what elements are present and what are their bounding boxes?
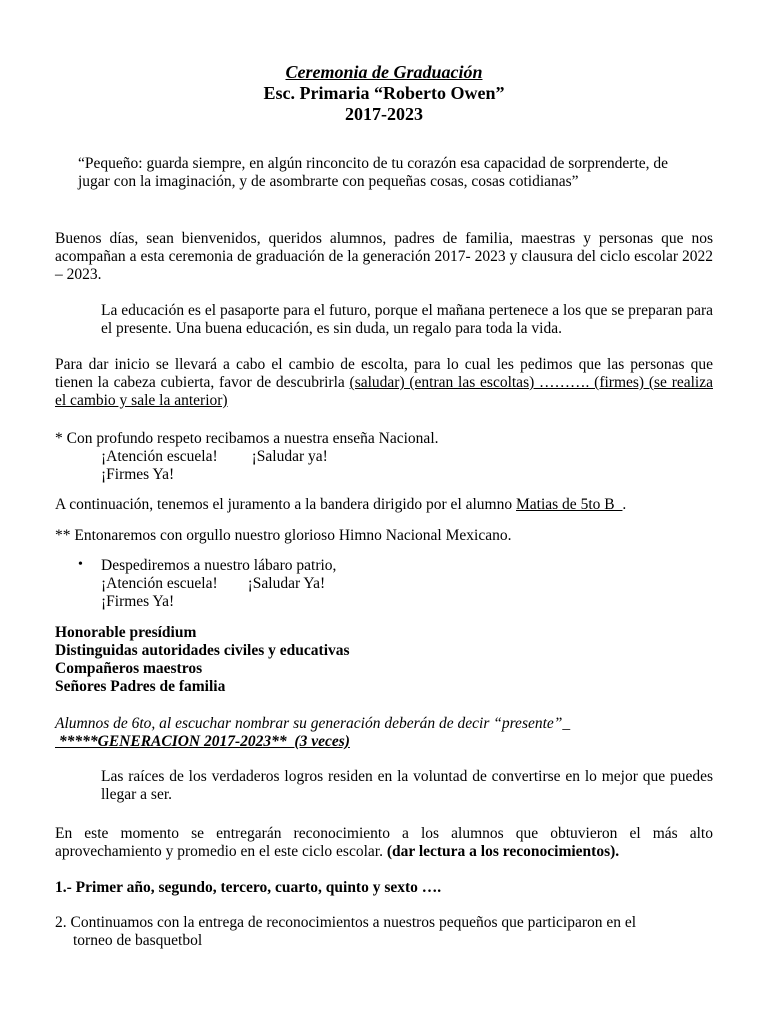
item-primer-anio: 1.- Primer año, segundo, tercero, cuarto, quinto y sexto …. (55, 879, 442, 896)
reconocimientos-paragraph (55, 825, 713, 861)
honorable-item: Distinguidas autoridades civiles y educativas (55, 642, 350, 659)
ensena-saludar: ¡Saludar ya! (251, 448, 328, 465)
juramento-text: A continuación, tenemos el juramento a la bandera dirigido por el alumno (55, 496, 516, 513)
education-paragraph: La educación es el pasaporte para el futuro, porque el mañana pertenece a los que se preparan para el presente. Una buena educación, es sin duda, un regalo para toda la vida. (101, 302, 713, 337)
ensena-line: * Con profundo respeto recibamos a nuestra enseña Nacional. (55, 430, 439, 447)
item-basquetbol-line1: 2. Continuamos con la entrega de reconocimientos a nuestros pequeños que participaron en el (55, 914, 637, 931)
opening-quote: “Pequeño: guarda siempre, en algún rinconcito de tu corazón esa capacidad de sorprenderte, de jugar con la imaginación, y de asombrarte con pequeñas cosas, cosas cotidianas” (78, 155, 669, 190)
juramento-alumno: Matias de 5to B_ (516, 496, 623, 513)
reconocimientos-instruction: (dar lectura a los reconocimientos). (386, 843, 620, 860)
generacion-line (55, 733, 713, 751)
school-years: 2017-2023 (345, 104, 423, 124)
himno-line: ** Entonaremos con orgullo nuestro glorioso Himno Nacional Mexicano. (55, 527, 512, 544)
despedida-atencion: ¡Atención escuela! (101, 575, 218, 592)
honorable-item: Compañeros maestros (55, 660, 203, 677)
honorable-item: Señores Padres de familia (55, 678, 226, 695)
welcome-paragraph: Buenos días, sean bienvenidos, queridos alumnos, padres de familia, maestras y personas que nos acompañan a esta ceremonia de graduación de la generación 2017- 2023 y clausura del ciclo escolar 2022 – 2023. (55, 230, 713, 283)
alumnos-instruction: Alumnos de 6to, al escuchar nombrar su generación deberán de decir “presente”_ (55, 715, 571, 732)
ensena-atencion: ¡Atención escuela! (101, 448, 218, 465)
escolta-text: Para dar inicio se llevará a cabo el cambio de escolta, para lo cual les pedimos que las personas que tienen la cabeza cubierta, favor de descubrirla (55, 356, 713, 391)
despedida-line: Despediremos a nuestro lábaro patrio, (101, 557, 337, 574)
bullet-icon: • (78, 557, 83, 572)
despedida-firmes: ¡Firmes Ya! (101, 593, 175, 610)
juramento-paragraph (55, 496, 713, 514)
school-name: Esc. Primaria “Roberto Owen” (263, 83, 505, 103)
escolta-instructions: (saludar) (entran las escoltas) ………. (firmes) (se realiza el cambio y sale la anterior) (55, 374, 713, 409)
raices-paragraph: Las raíces de los verdaderos logros residen en la voluntad de convertirse en lo mejor que puedes llegar a ser. (101, 768, 713, 803)
item-basquetbol-line2: torneo de basquetbol (73, 932, 203, 949)
honorable-item: Honorable presídium (55, 624, 197, 641)
ensena-firmes: ¡Firmes Ya! (101, 466, 175, 483)
juramento-end: . (622, 496, 627, 513)
despedida-commands (101, 575, 713, 593)
honorables-list (55, 624, 713, 696)
document-title: Ceremonia de Graduación (285, 62, 483, 82)
escolta-paragraph (55, 356, 713, 410)
despedida-saludar: ¡Saludar Ya! (247, 575, 326, 592)
ensena-commands (101, 448, 713, 466)
reconocimientos-text: En este momento se entregarán reconocimiento a los alumnos que obtuvieron el más alto aprovechamiento y promedio en el este ciclo escolar. (55, 825, 713, 860)
generacion-chant: *****GENERACION 2017-2023** (3 veces) (55, 733, 350, 750)
document-header (0, 62, 768, 125)
